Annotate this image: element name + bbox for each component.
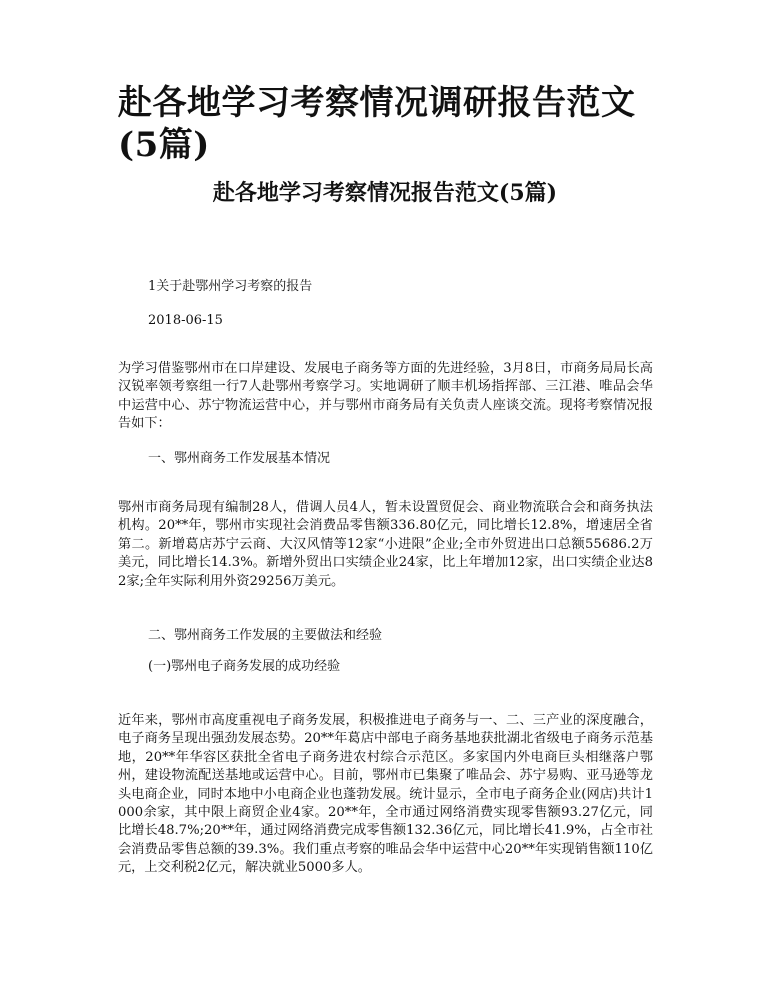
document-date: 2018-06-15 [148, 313, 223, 328]
heading-main-practices: 二、鄂州商务工作发展的主要做法和经验 [148, 628, 383, 643]
document-subtitle: 赴各地学习考察情况报告范文(5篇) [212, 180, 558, 206]
paragraph-basic-situation: 鄂州市商务局现有编制28人，借调人员4人，暂未设置贸促会、商业物流联合会和商务执法机构。20**年，鄂州市实现社会消费品零售额336.80亿元，同比增长12.8%，增速居全省第二。新增葛店苏宁云商、大汉风情等12家“小进限”企业;全市外贸进出口总额55686.2万美元，同比增长14.3%。新增外贸出口实绩企业24家，比上年增加12家，出口实绩企业达82家;全年实际利用外资29256万美元。 [118, 500, 653, 589]
paragraph-ecommerce: 近年来，鄂州市高度重视电子商务发展，积极推进电子商务与一、二、三产业的深度融合，电子商务呈现出强劲发展态势。20**年葛店中部电子商务基地获批湖北省级电子商务示范基地，20**年华容区获批全省电子商务进农村综合示范区。多家国内外电商巨头相继落户鄂州，建设物流配送基地或运营中心。目前，鄂州市已集聚了唯品会、苏宁易购、亚马逊等龙头电商企业，同时本地中小电商企业也蓬勃发展。统计显示，全市电子商务企业(网店)共计1000余家，其中限上商贸企业4家。20**年，全市通过网络消费实现零售额93.27亿元，同比增长48.7%;20**年，通过网络消费完成零售额132.36亿元，同比增长41.9%，占全市社会消费品零售总额的39.3%。我们重点考察的唯品会华中运营中心20**年实现销售额110亿元，上交利税2亿元，解决就业5000多人。 [118, 713, 653, 876]
heading-basic-situation: 一、鄂州商务工作发展基本情况 [148, 451, 331, 466]
subheading-ecommerce-experience: (一)鄂州电子商务发展的成功经验 [148, 659, 341, 674]
section-heading: 1关于赴鄂州学习考察的报告 [148, 279, 313, 294]
intro-paragraph: 为学习借鉴鄂州市在口岸建设、发展电子商务等方面的先进经验，3月8日，市商务局局长高汉锐率领考察组一行7人赴鄂州考察学习。实地调研了顺丰机场指挥部、三江港、唯品会华中运营中心、苏宁物流运营中心，并与鄂州市商务局有关负责人座谈交流。现将考察情况报告如下： [118, 361, 653, 432]
document-title: 赴各地学习考察情况调研报告范文(5篇) [118, 83, 636, 165]
